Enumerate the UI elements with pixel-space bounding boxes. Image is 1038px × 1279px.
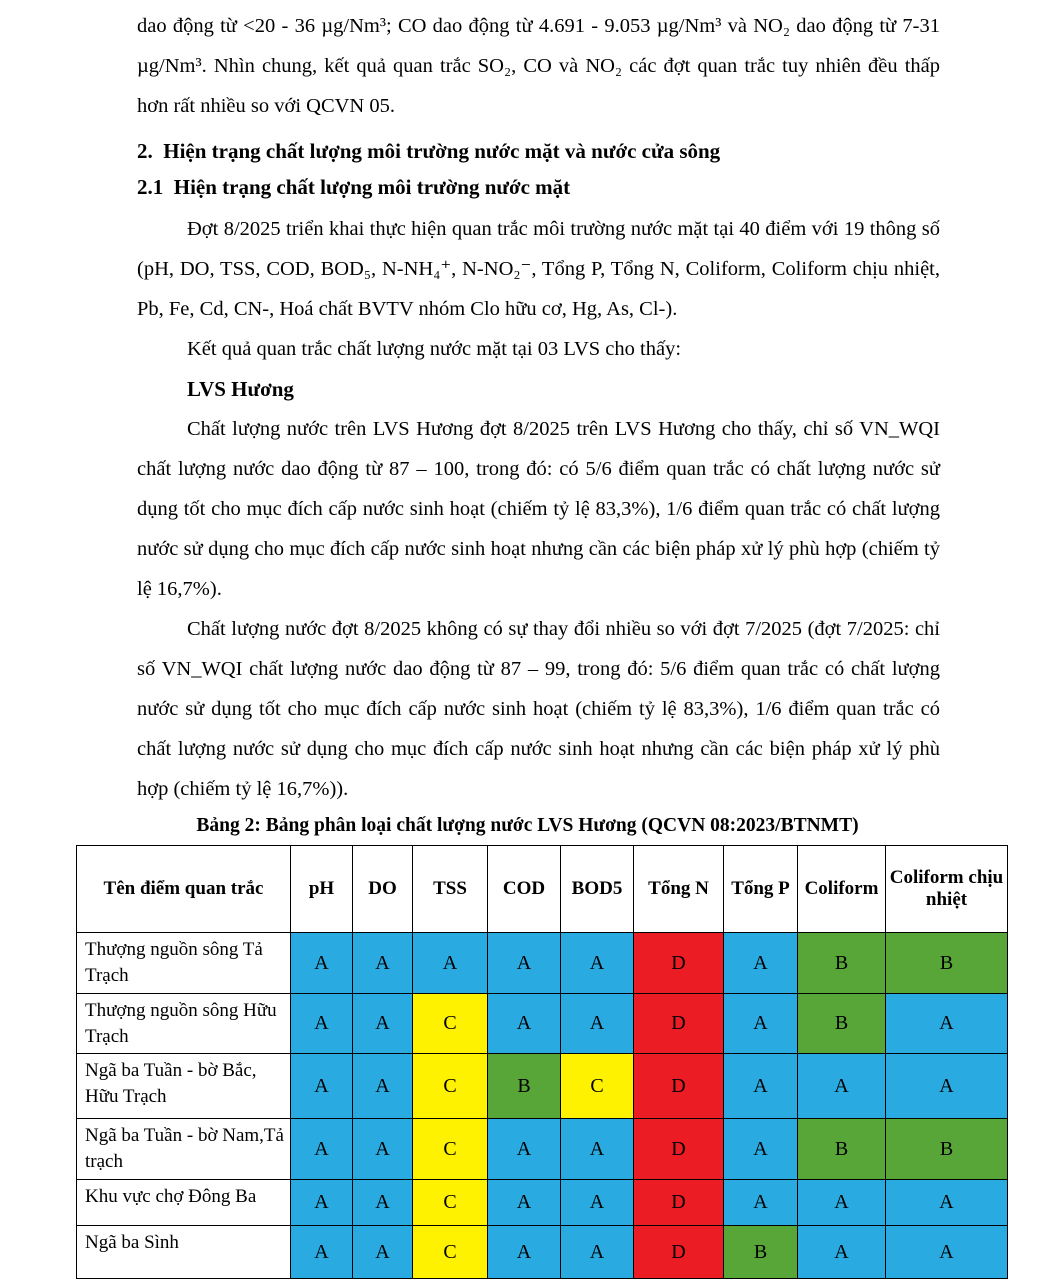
grade-cell: A <box>413 933 488 994</box>
section-heading-2: 2. Hiện trạng chất lượng môi trường nước mặt và nước cửa sông <box>137 139 721 163</box>
grade-cell: A <box>353 1226 413 1279</box>
grade-cell: A <box>291 1226 353 1279</box>
grade-cell: A <box>291 994 353 1054</box>
grade-cell: A <box>561 1180 634 1226</box>
grade-cell: C <box>561 1054 634 1119</box>
grade-cell: A <box>798 1054 886 1119</box>
grade-cell: D <box>634 1119 724 1180</box>
monitoring-point-name: Ngã ba Sình <box>77 1226 291 1279</box>
paragraph-quality-current: Chất lượng nước trên LVS Hương đợt 8/2025 trên LVS Hương cho thấy, chỉ số VN_WQI chất lượng nước dao động từ 87 – 100, trong đó: có 5/6 điểm quan trắc có chất lượng nước sử dụng tốt cho mục đích cấp nước sinh hoạt (chiếm tỷ lệ 83,3%), 1/6 điểm quan trắc có chất lượng nước sử dụng cho mục đích cấp nước sinh hoạt nhưng cần các biện pháp xử lý phù hợp (chiếm tỷ lệ 16,7%). <box>137 418 940 600</box>
grade-cell: A <box>353 1119 413 1180</box>
grade-cell: A <box>561 933 634 994</box>
grade-cell: A <box>488 994 561 1054</box>
grade-cell: A <box>561 1119 634 1180</box>
grade-cell: B <box>886 1119 1008 1180</box>
column-header: COD <box>488 846 561 933</box>
grade-cell: A <box>488 1226 561 1279</box>
grade-cell: C <box>413 1054 488 1119</box>
grade-cell: C <box>413 1119 488 1180</box>
table-header-row <box>77 846 1008 933</box>
paragraph-continuation: dao động từ <20 - 36 µg/Nm³; CO dao động từ 4.691 - 9.053 µg/Nm³ và NO₂ dao động từ 7-31 µg/Nm³. Nhìn chung, kết quả quan trắc SO₂, CO và NO₂ các đợt quan trắc tuy nhiên đều thấp hơn rất nhiều so với QCVN 05. <box>137 15 940 117</box>
grade-cell: B <box>724 1226 798 1279</box>
grade-cell: A <box>291 933 353 994</box>
grade-cell: A <box>353 1054 413 1119</box>
subheading-lvs-huong: LVS Hương <box>187 377 294 401</box>
grade-cell: A <box>353 994 413 1054</box>
monitoring-point-name: Thượng nguồn sông Tả Trạch <box>77 933 291 994</box>
grade-cell: C <box>413 1226 488 1279</box>
grade-cell: A <box>886 1180 1008 1226</box>
grade-cell: A <box>488 933 561 994</box>
monitoring-point-name: Khu vực chợ Đông Ba <box>77 1180 291 1226</box>
section-heading-2-1: 2.1 Hiện trạng chất lượng môi trường nước mặt <box>137 175 571 199</box>
paragraph-survey: Đợt 8/2025 triển khai thực hiện quan trắc môi trường nước mặt tại 40 điểm với 19 thông số (pH, DO, TSS, COD, BOD₅, N-NH₄⁺, N-NO₂⁻, Tổng P, Tổng N, Coliform, Coliform chịu nhiệt, Pb, Fe, Cd, CN-, Hoá chất BVTV nhóm Clo hữu cơ, Hg, As, Cl-). <box>137 218 940 320</box>
monitoring-point-name: Ngã ba Tuần - bờ Bắc, Hữu Trạch <box>77 1054 291 1119</box>
grade-cell: A <box>886 1226 1008 1279</box>
grade-cell: A <box>724 1119 798 1180</box>
grade-cell: A <box>886 994 1008 1054</box>
grade-cell: B <box>488 1054 561 1119</box>
document-text-block <box>137 0 940 809</box>
grade-cell: A <box>886 1054 1008 1119</box>
grade-cell: A <box>353 933 413 994</box>
grade-cell: A <box>488 1180 561 1226</box>
column-header: BOD5 <box>561 846 634 933</box>
grade-cell: A <box>798 1180 886 1226</box>
grade-cell: D <box>634 994 724 1054</box>
table-row <box>77 1226 1008 1279</box>
grade-cell: A <box>724 1180 798 1226</box>
column-header: Coliform chịu nhiệt <box>886 846 1008 933</box>
column-header: Coliform <box>798 846 886 933</box>
grade-cell: A <box>724 1054 798 1119</box>
grade-cell: A <box>488 1119 561 1180</box>
grade-cell: A <box>291 1180 353 1226</box>
grade-cell: A <box>291 1054 353 1119</box>
grade-cell: A <box>798 1226 886 1279</box>
column-header: Tên điểm quan trắc <box>77 846 291 933</box>
paragraph-result: Kết quả quan trắc chất lượng nước mặt tại 03 LVS cho thấy: <box>187 338 682 360</box>
water-quality-table <box>76 845 1008 1279</box>
table-caption: Bảng 2: Bảng phân loại chất lượng nước LVS Hương (QCVN 08:2023/BTNMT) <box>196 815 859 836</box>
monitoring-point-name: Thượng nguồn sông Hữu Trạch <box>77 994 291 1054</box>
grade-cell: C <box>413 994 488 1054</box>
grade-cell: A <box>561 994 634 1054</box>
column-header: pH <box>291 846 353 933</box>
grade-cell: B <box>798 933 886 994</box>
grade-cell: D <box>634 933 724 994</box>
column-header: Tổng P <box>724 846 798 933</box>
grade-cell: A <box>291 1119 353 1180</box>
grade-cell: C <box>413 1180 488 1226</box>
grade-cell: B <box>798 1119 886 1180</box>
table-row <box>77 1054 1008 1119</box>
grade-cell: D <box>634 1180 724 1226</box>
paragraph-compare-previous: Chất lượng nước đợt 8/2025 không có sự thay đổi nhiều so với đợt 7/2025 (đợt 7/2025: chỉ số VN_WQI chất lượng nước dao động từ 87 – 99, trong đó: 5/6 điểm quan trắc có chất lượng nước sử dụng tốt cho mục đích cấp nước sinh hoạt (chiếm tỷ lệ 83,3%), 1/6 điểm quan trắc có chất lượng nước sử dụng cho mục đích cấp nước sinh hoạt nhưng cần các biện pháp xử lý phù hợp (chiếm tỷ lệ 16,7%)). <box>137 618 940 800</box>
table-row <box>77 1119 1008 1180</box>
grade-cell: D <box>634 1054 724 1119</box>
table-row <box>77 1180 1008 1226</box>
grade-cell: A <box>353 1180 413 1226</box>
grade-cell: A <box>561 1226 634 1279</box>
monitoring-point-name: Ngã ba Tuần - bờ Nam,Tả trạch <box>77 1119 291 1180</box>
grade-cell: B <box>798 994 886 1054</box>
table-row <box>77 933 1008 994</box>
grade-cell: A <box>724 933 798 994</box>
column-header: TSS <box>413 846 488 933</box>
grade-cell: D <box>634 1226 724 1279</box>
column-header: Tổng N <box>634 846 724 933</box>
table-row <box>77 994 1008 1054</box>
grade-cell: A <box>724 994 798 1054</box>
grade-cell: B <box>886 933 1008 994</box>
column-header: DO <box>353 846 413 933</box>
